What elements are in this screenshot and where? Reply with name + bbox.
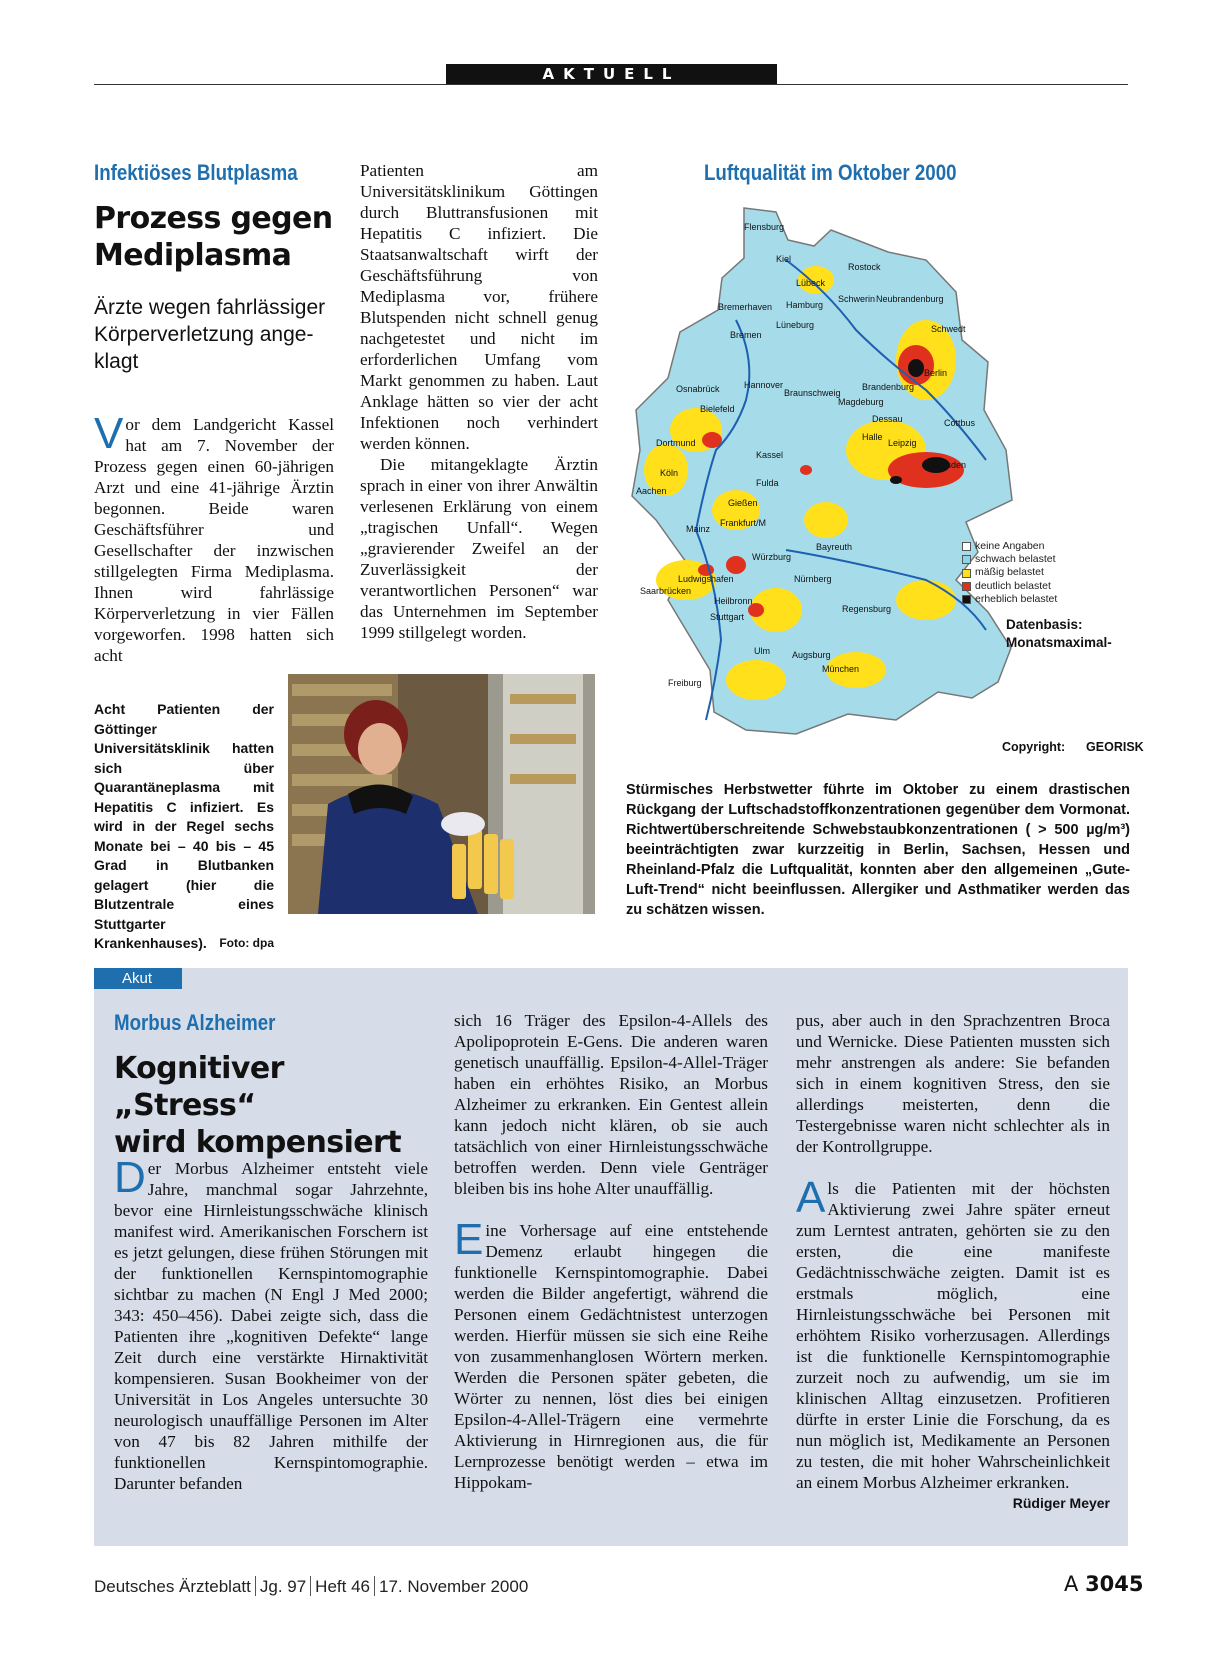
legend-swatch (962, 569, 971, 578)
svg-text:Aachen: Aachen (636, 486, 667, 496)
map-legend (962, 540, 1057, 606)
issue-date: 17. November 2000 (378, 1577, 529, 1596)
article1-subtitle-line2: Körperverletzung ange- (94, 323, 314, 346)
page-prefix: A (1064, 1572, 1079, 1596)
blood-bank-photo (288, 674, 595, 914)
svg-text:Bielefeld: Bielefeld (700, 404, 735, 414)
footer-separator (255, 1576, 256, 1596)
svg-text:Stuttgart: Stuttgart (710, 612, 745, 622)
footer-separator (374, 1576, 375, 1596)
article2-col3-paragraph2-text: ls die Patienten mit der höchsten Aktivierung zwei Jahre später erneut zum Lerntest antraten, gehörten sie zu den ersten, die eine manifeste Gedächtnisschwäche zeigten. Damit ist es erstmals möglich, eine Hirnleistungsschwäche bei Personen mit erhöhtem Risiko vorherzusagen. Allerdings ist die funktionelle Kernspintomographie zurzeit noch zu aufwendig, um sie im klinischen Alltag einzusetzen. Profitieren dürfte in erster Linie die Forschung, da es nun möglich ist, Medikamente an Personen zu testen, die mit hoher Wahrscheinlichkeit an einem Morbus Alzheimer erkranken. (796, 1179, 1110, 1492)
article2-col3-paragraph2 (796, 1173, 1110, 1511)
legend-label: erheblich belastet (975, 592, 1058, 605)
legend-item-4 (962, 593, 1057, 606)
article2-headline (114, 1050, 434, 1161)
article1-headline-line1: Prozess gegen (94, 201, 333, 236)
map-copyright (1002, 740, 1144, 754)
article2-dropcap2: E (454, 1215, 484, 1264)
article1-headline-line2: Mediplasma (94, 238, 292, 273)
map-title: Luftqualität im Oktober 2000 (704, 160, 957, 185)
svg-text:Kassel: Kassel (756, 450, 784, 460)
journal-name: Deutsches Ärzteblatt (94, 1577, 251, 1596)
article1-column2 (360, 160, 598, 643)
svg-text:Schwerin: Schwerin (838, 294, 876, 304)
svg-text:Dortmund: Dortmund (656, 438, 696, 448)
germany-map (626, 200, 1146, 760)
article1-col2-paragraph1: Patienten am Universitätsklinikum Göttingen durch Bluttransfusionen mit Hepatitis C infiziert. Die Staatsanwaltschaft wirft der Geschäftsführung von Mediplasma vor, frühere Blutspenden nicht schnell genug nachgetestet und nicht im erforderlichen Umfang vom Markt genommen zu haben. Laut Anklage hätten so vier der acht Infektionen noch verhindert werden können. (360, 161, 598, 453)
legend-label: schwach belastet (975, 553, 1056, 566)
header-rule (94, 84, 1128, 85)
photo-credit: Foto: dpa (219, 936, 274, 950)
svg-text:Braunschweig: Braunschweig (784, 388, 841, 398)
legend-label: keine Angaben (975, 540, 1045, 552)
svg-text:Saarbrücken: Saarbrücken (640, 586, 692, 596)
svg-text:Neubrandenburg: Neubrandenburg (876, 294, 944, 304)
svg-text:Kiel: Kiel (776, 254, 792, 264)
article1-headline (94, 200, 334, 274)
article2-col2-paragraph1: sich 16 Träger des Epsilon-4-Allels des Apolipoprotein E-Gens. Die anderen waren genetisch unauffällig. Epsilon-4-Allel-Träger haben ein erhöhtes Risiko, an Morbus Alzheimer zu erkranken. Ein Gentest allein kann jedoch nicht klären, ob sie auch tatsächlich von einer Hirnleistungsschwäche betroffen werden. Denn viele Genträger bleiben bis ins hohe Alter unauffällig. (454, 1011, 768, 1198)
legend-label: mäßig belastet (975, 566, 1044, 579)
svg-text:Flensburg: Flensburg (744, 222, 785, 232)
data-source-line1: Datenbasis: (1006, 617, 1083, 632)
svg-text:Cottbus: Cottbus (944, 418, 976, 428)
svg-text:Magdeburg: Magdeburg (838, 397, 884, 407)
legend-item-1 (962, 553, 1057, 566)
svg-text:Berlin: Berlin (924, 368, 948, 378)
article2-dropcap1: D (114, 1153, 146, 1202)
footer-separator (310, 1576, 311, 1596)
legend-item-2 (962, 566, 1057, 579)
svg-text:Dresden: Dresden (932, 460, 967, 470)
svg-text:Halle: Halle (862, 432, 883, 442)
svg-text:Augsburg: Augsburg (792, 650, 831, 660)
svg-text:Brandenburg: Brandenburg (862, 382, 915, 392)
svg-text:München: München (822, 664, 860, 674)
svg-text:Fulda: Fulda (756, 478, 779, 488)
svg-text:Bremerhaven: Bremerhaven (718, 302, 773, 312)
article1-col2-paragraph2: Die mitangeklagte Ärztin sprach in einer von ihrer Anwältin verlesenen Erklärung von einem „tragischen Unfall“. Wegen „gravierender Zweifel an der Zuverlässigkeit der verantwortlichen Personen“ war das Unternehmen im September 1999 stillgelegt worden. (360, 455, 598, 642)
svg-text:Osnabrück: Osnabrück (676, 384, 720, 394)
svg-text:Frankfurt/M: Frankfurt/M (720, 518, 767, 528)
legend-item-3 (962, 580, 1057, 593)
svg-text:Hannover: Hannover (744, 380, 784, 390)
article2-col2-paragraph2-text: ine Vorhersage auf eine entstehende Demenz erlaubt hingegen die funktionelle Kernspintomographie. Dabei werden die Bilder angefertigt, während die Personen einem Gedächtnistest unterzogen werden. Hierfür müssen sie sich eine Reihe von zusammenhanglosen Wörtern merken. Werden die Personen später gebeten, die Wörter zu nennen, löst dies bei einigen Epsilon-4-Allel-Trägern eine vermehrte Aktivierung in Hirnregionen aus, die für Lernprozesse benötigt werden – etwa im Hippokam- (454, 1221, 768, 1492)
copyright-value: GEORISK (1086, 740, 1144, 754)
svg-text:Ulm: Ulm (754, 646, 770, 656)
legend-label: deutlich belastet (975, 579, 1051, 592)
data-source-line2: Monatsmaximal- (1006, 635, 1112, 650)
copyright-label: Copyright: (1002, 740, 1066, 754)
article2-col2-paragraph2 (454, 1215, 768, 1493)
article1-subtitle-line3: klagt (94, 350, 139, 373)
article2-headline-line1: Kognitiver „Stress“ (114, 1051, 284, 1123)
article2-column1 (114, 1153, 428, 1494)
author-signature: Rüdiger Meyer (1012, 1495, 1110, 1511)
svg-text:Köln: Köln (660, 468, 679, 478)
svg-text:Mainz: Mainz (686, 524, 711, 534)
map-data-source (1006, 616, 1112, 652)
article1-col1-text: or dem Landgericht Kassel hat am 7. November der Prozess gegen einen 60-jährigen Arzt und eine 41-jährige Ärztin begonnen. Beide waren Geschäftsführer und Gesellschafter der inzwischen stillgelegten Firma Mediplasma. Ihnen wird fahrlässige Körperverletzung in vier Fällen vorgeworfen. 1998 hatten sich acht (94, 415, 334, 665)
article2-column3 (796, 1010, 1110, 1514)
page-number-value: 3045 (1085, 1572, 1144, 1596)
article1-kicker: Infektiöses Blutplasma (94, 160, 298, 185)
svg-text:Heilbronn: Heilbronn (714, 596, 753, 606)
svg-text:Regensburg: Regensburg (842, 604, 892, 614)
legend-swatch (962, 595, 971, 604)
article1-photo-caption (94, 700, 274, 954)
journal-issue: Heft 46 (315, 1577, 370, 1596)
svg-text:Hamburg: Hamburg (786, 300, 824, 310)
map-caption: Stürmisches Herbstwetter führte im Oktober zu einem drastischen Rückgang der Luftschadstoffkonzentrationen gegenüber dem Vormonat. Richtwertüberschreitende Schwebstaubkonzentrationen ( > 500 µg/m³) beeinträchtigten zwar kurzzeitig in Berlin, Sachsen, Hessen und Rheinland-Pfalz die Luftqualität, konnten aber den allgemeinen „Gute-Luft-Trend“ nicht beeinflussen. Allergiker und Asthmatiker werden das zu schätzen wissen. (626, 782, 1130, 918)
svg-text:Rostock: Rostock (848, 262, 881, 272)
akut-tag: Akut (94, 968, 182, 989)
svg-text:Lübeck: Lübeck (796, 278, 826, 288)
svg-text:Würzburg: Würzburg (752, 552, 792, 562)
caption-text: Acht Patienten der Göttinger Universitätsklinik hatten sich über Quarantäneplasma mit Hepatitis C infiziert. Es wird in der Regel sechs Monate bei – 40 bis – 45 Grad in Blutbanken gelagert (hier die Blutzentrale eines Stuttgarter Krankenhauses). (94, 701, 274, 951)
svg-text:Ludwigshafen: Ludwigshafen (678, 574, 734, 584)
air-quality-map (626, 200, 1146, 760)
article2-column2 (454, 1010, 768, 1493)
svg-text:Lüneburg: Lüneburg (776, 320, 815, 330)
journal-volume: Jg. 97 (259, 1577, 307, 1596)
legend-swatch (962, 542, 971, 551)
svg-text:Bayreuth: Bayreuth (816, 542, 853, 552)
page-footer (94, 1576, 528, 1597)
svg-text:Schwedt: Schwedt (931, 324, 966, 334)
article2-dropcap3: A (796, 1173, 826, 1222)
article2-headline-line2: wird kompensiert (114, 1125, 401, 1160)
legend-swatch (962, 582, 971, 591)
svg-text:Gießen: Gießen (728, 498, 758, 508)
svg-text:Dessau: Dessau (872, 414, 903, 424)
page-number (1064, 1572, 1144, 1596)
legend-swatch (962, 555, 971, 564)
svg-text:Freiburg: Freiburg (668, 678, 702, 688)
svg-text:Leipzig: Leipzig (888, 438, 917, 448)
article2-col3-paragraph1: pus, aber auch in den Sprachzentren Broca und Wernicke. Diese Patienten mussten sich mehr anstrengen als andere: Sie befanden sich in einem kognitiven Stress, den sie allerdings meisterten, denn die Testergebnisse waren nicht schlechter als in der Kontrollgruppe. (796, 1011, 1110, 1156)
svg-text:Nürnberg: Nürnberg (794, 574, 832, 584)
article1-column1 (94, 409, 334, 666)
article2-col1-text: er Morbus Alzheimer entsteht viele Jahre, manchmal sogar Jahrzehnte, bevor eine Hirnleistungsschwäche klinisch manifest wird. Amerikanischen Forschern ist es jetzt gelungen, diese frühen Störungen mit der funktionellen Kernspintomographie sichtbar zu machen (N Engl J Med 2000; 343: 450–456). Dabei zeigte sich, dass die Patienten ihre „kognitiven Defekte“ lange Zeit durch eine verstärkte Hirnaktivität kompensieren. Susan Bookheimer von der Universität in Los Angeles untersuchte 30 neurologisch unauffällige Personen im Alter von 47 bis 82 Jahren mithilfe der funktionellen Kernspintomographie. Darunter befanden (114, 1159, 428, 1493)
legend-item-0 (962, 540, 1057, 553)
article1-subtitle (94, 294, 334, 375)
article1-dropcap: V (94, 409, 124, 458)
section-banner: AKTUELL (446, 64, 777, 85)
article1-subtitle-line1: Ärzte wegen fahrlässiger (94, 296, 326, 319)
blood-bank-photo-illustration (288, 674, 595, 914)
svg-text:Bremen: Bremen (730, 330, 762, 340)
article2-kicker: Morbus Alzheimer (114, 1010, 276, 1035)
